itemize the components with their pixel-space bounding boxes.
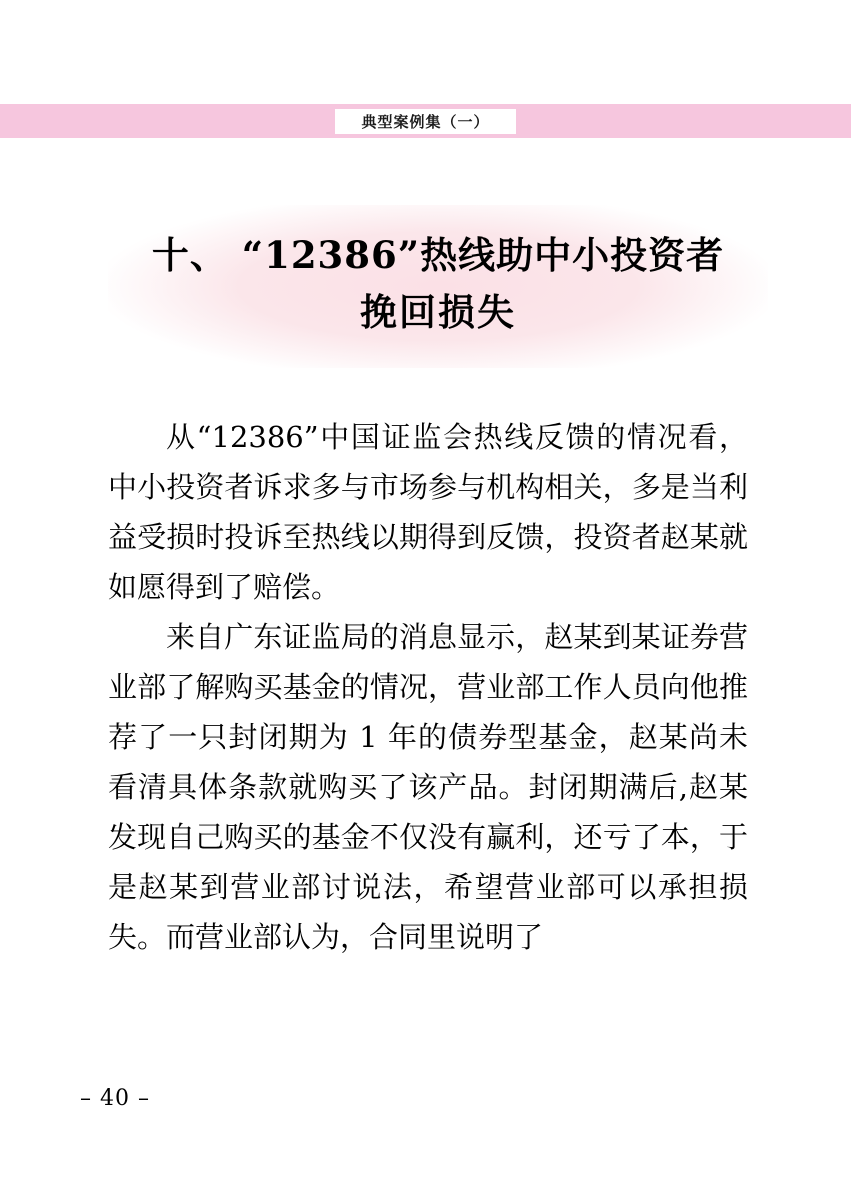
page-number: – 40 – <box>80 1086 150 1111</box>
running-header-band <box>0 104 851 138</box>
paragraph-1: 从“12386”中国证监会热线反馈的情况看，中小投资者诉求多与市场参与机构相关，多是当利益受损时投诉至热线以期得到反馈，投资者赵某就如愿得到了赔偿。 <box>108 420 748 604</box>
paragraph-2: 来自广东证监局的消息显示，赵某到某证券营业部了解购买基金的情况，营业部工作人员向他推荐了一只封闭期为 1 年的债券型基金，赵某尚未看清具体条款就购买了该产品。封闭期满后,赵某发现自己购买的基金不仅没有赢利，还亏了本，于是赵某到营业部讨说法，希望营业部可以承担损失。而营业部认为，合同里说明了 <box>108 620 748 954</box>
running-header-title: 典型案例集（一） <box>335 109 515 134</box>
body-text <box>108 412 748 962</box>
chapter-title-block <box>108 205 768 368</box>
chapter-title-line-2: 挽回损失 <box>360 290 516 335</box>
chapter-title-line-1: 十、 “12386”热线助中小投资者 <box>151 233 725 277</box>
